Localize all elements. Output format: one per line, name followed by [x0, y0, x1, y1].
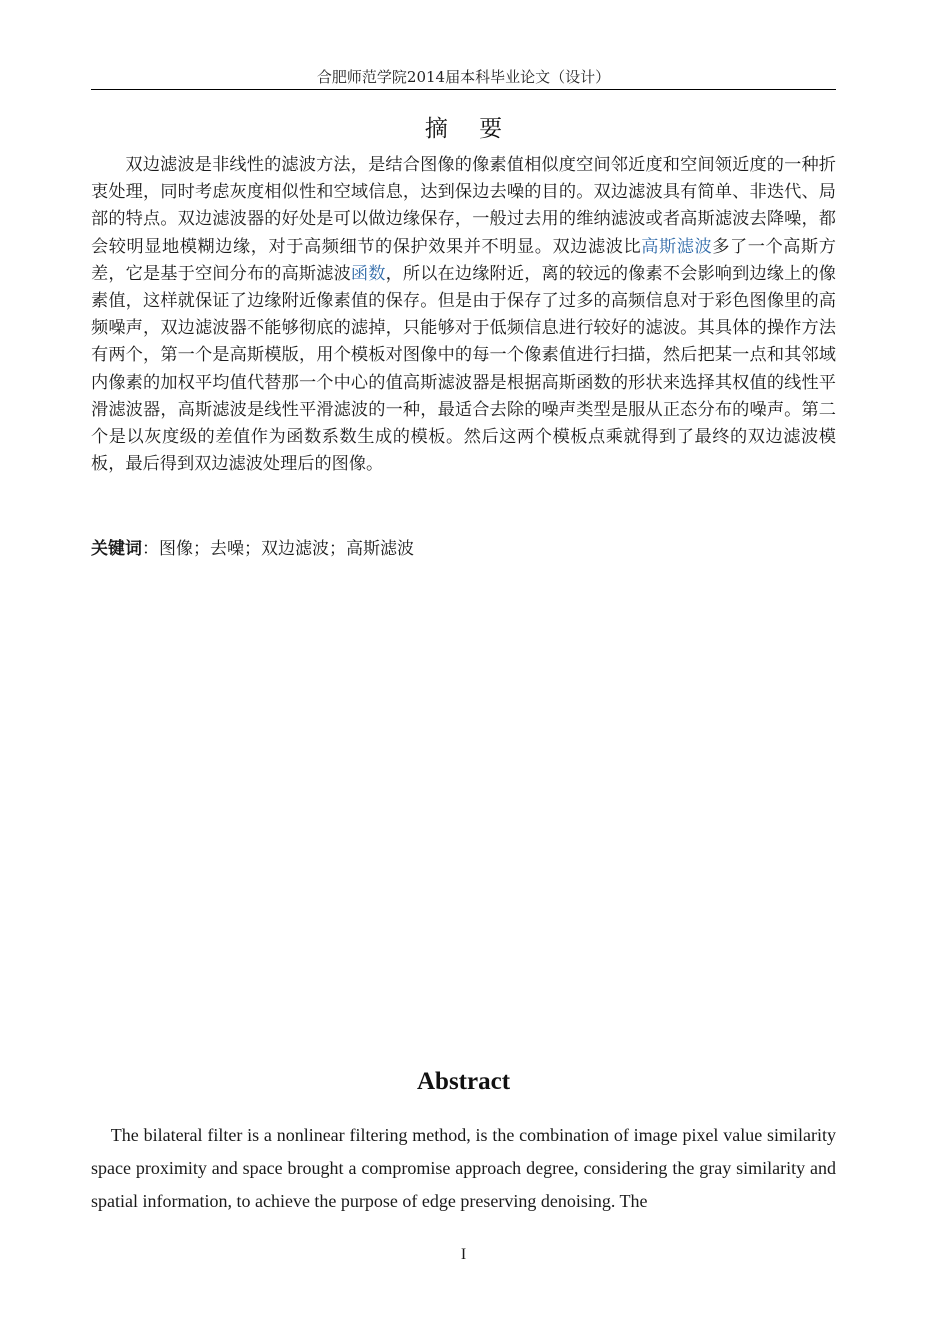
header-rule	[91, 89, 836, 90]
abstract-cn-text-3: ，所以在边缘附近，离的较远的像素不会影响到边缘上的像素值，这样就保证了边缘附近像素值的保存。但是由于保存了过多的高频信息对于彩色图像里的高频噪声，双边滤波器不能够彻底的滤掉，只能够对于低频信息进行较好的滤波。其具体的操作方法有两个，第一个是高斯模版，用个模板对图像中的每一个像素值进行扫描，然后把某一点和其邻域内像素的加权平均值代替那一个中心的值高斯滤波器是根据高斯函数的形状来选择其权值的线性平滑滤波器，高斯滤波是线性平滑滤波的一种，最适合去除的噪声类型是服从正态分布的噪声。第二个是以灰度级的差值作为函数系数生成的模板。然后这两个模板点乘就得到了最终的双边滤波模板，最后得到双边滤波处理后的图像。	[91, 263, 836, 475]
link-function[interactable]: 函数	[350, 263, 386, 284]
running-header: 合肥师范学院2014届本科毕业论文（设计）	[316, 68, 611, 86]
abstract-en-body: The bilateral filter is a nonlinear filtering method, is the combination of image pixel value similarity space proximity and space brought a compromise approach degree, considering the gray similarity and spatial information, to achieve the purpose of edge preserving denoising. The	[91, 1125, 836, 1211]
keywords-label: 关键词	[91, 539, 142, 559]
abstract-cn-title: 摘 要	[424, 116, 515, 142]
abstract-cn-text-2: 多了一个高斯方差，它是基于空间分布的高斯滤波	[91, 236, 836, 284]
keywords-line	[91, 535, 836, 563]
abstract-cn-text-1: 双边滤波是非线性的滤波方法，是结合图像的像素值相似度空间邻近度和空间领近度的一种折衷处理，同时考虑灰度相似性和空域信息，达到保边去噪的目的。双边滤波具有简单、非迭代、局部的特点。双边滤波器的好处是可以做边缘保存，一般过去用的维纳滤波或者高斯滤波去降噪，都会较明显地模糊边缘，对于高频细节的保护效果并不明显。双边滤波比	[91, 155, 836, 257]
link-gaussian-filter[interactable]: 高斯滤波	[641, 236, 713, 257]
abstract-en-title: Abstract	[416, 1068, 511, 1095]
abstract-cn-body	[91, 152, 836, 478]
page-number: I	[460, 1246, 467, 1263]
keywords-list: ：图像；去噪；双边滤波；高斯滤波	[142, 539, 414, 559]
